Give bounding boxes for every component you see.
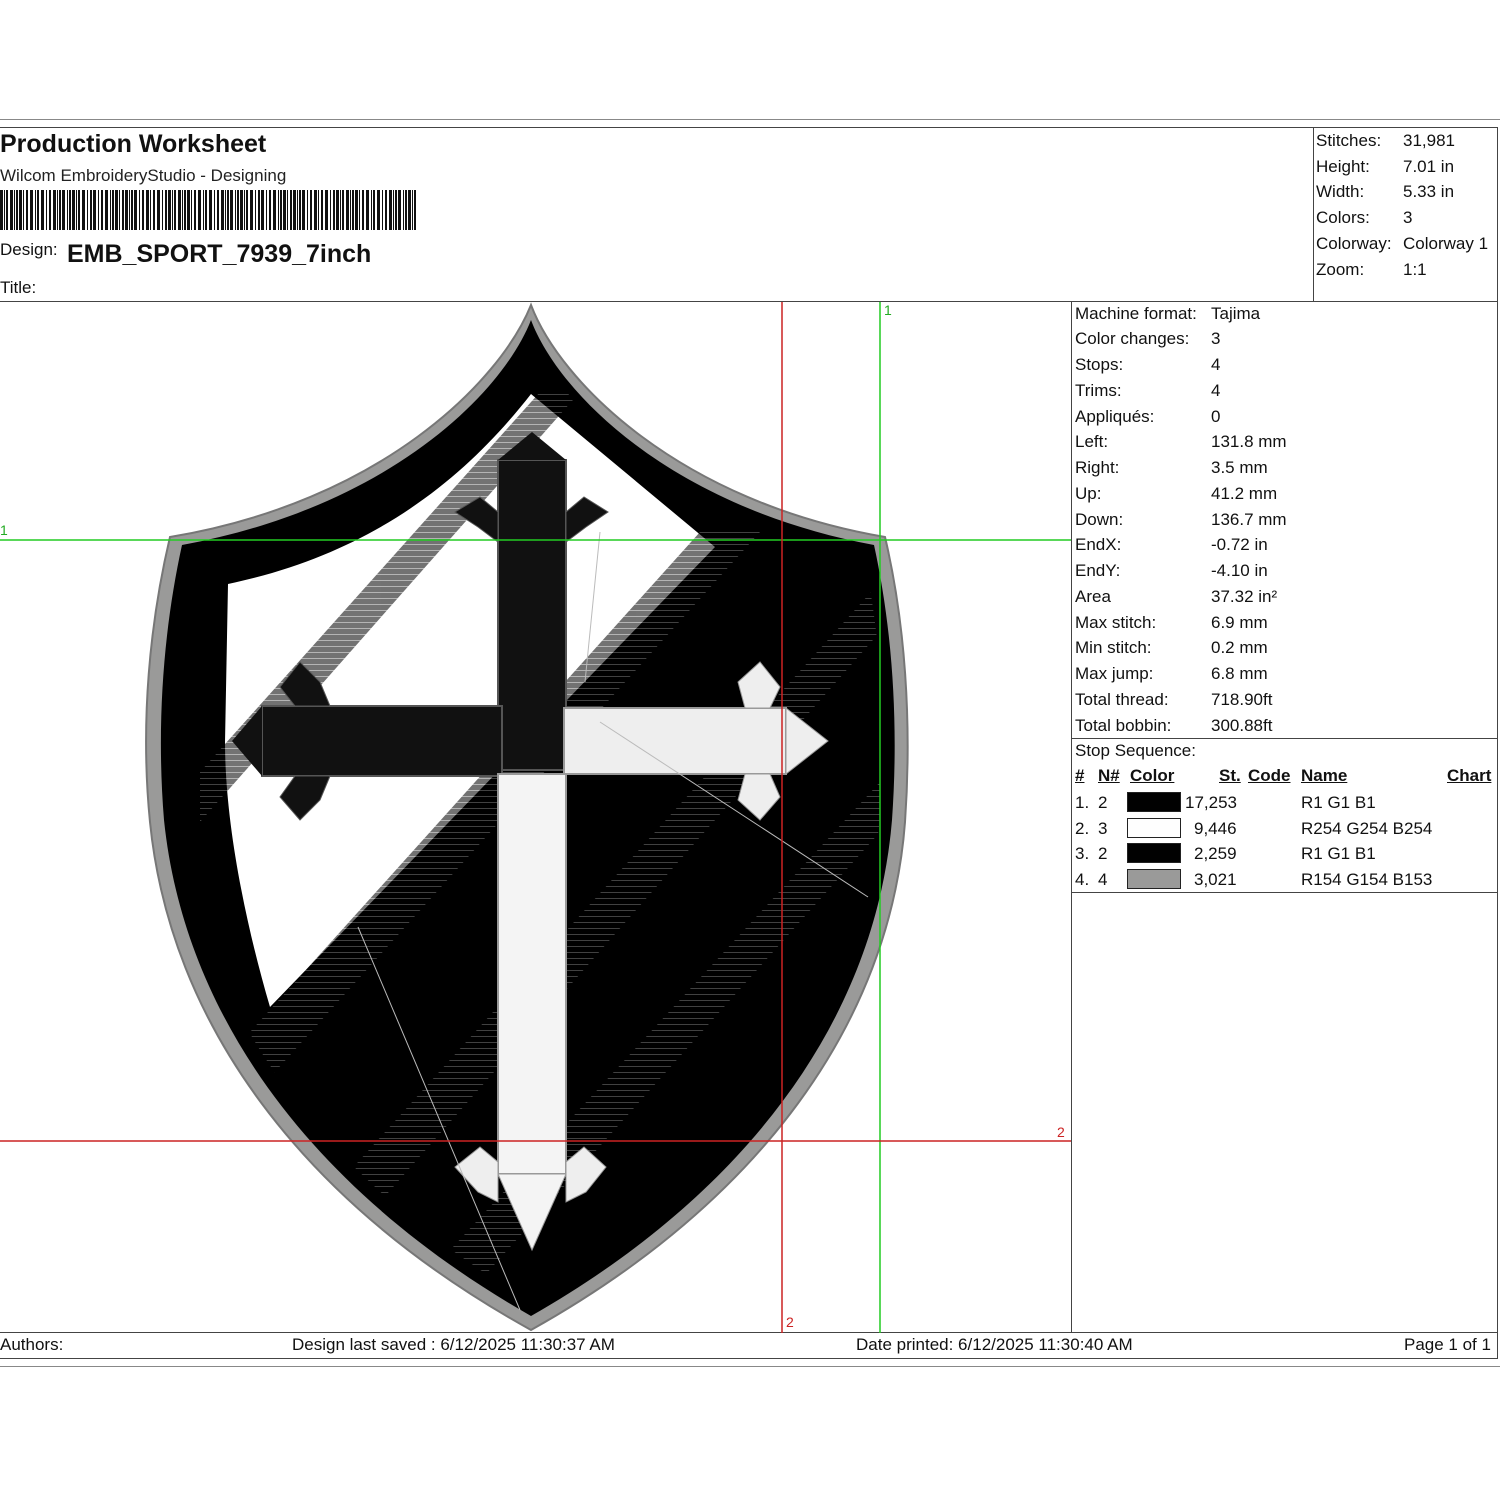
barcode-bar <box>382 190 383 230</box>
barcode-bar <box>182 190 183 230</box>
machine-value: 718.90ft <box>1211 690 1273 709</box>
barcode-bar <box>98 190 99 230</box>
barcode-bar <box>283 190 286 230</box>
barcode-bar <box>393 190 394 230</box>
barcode-bar <box>373 190 375 230</box>
row-name: R1 G1 B1 <box>1301 793 1376 812</box>
barcode-bar <box>336 190 339 230</box>
machine-label: Total thread: <box>1075 690 1169 709</box>
row-stitches: 3,021 <box>1194 870 1237 889</box>
barcode-bar <box>297 190 298 230</box>
machine-value: 41.2 mm <box>1211 484 1278 503</box>
machine-label: Min stitch: <box>1075 638 1152 657</box>
stats-divider <box>1313 127 1314 302</box>
barcode-bar <box>37 190 39 230</box>
barcode-bar <box>403 190 404 230</box>
stat-value: 5.33 in <box>1403 182 1455 201</box>
barcode-bar <box>412 190 413 230</box>
barcode-bar <box>157 190 160 230</box>
barcode-bar <box>174 190 176 230</box>
stat-label: Zoom: <box>1316 260 1365 279</box>
barcode-bar <box>62 190 65 230</box>
barcode-bar <box>214 190 215 230</box>
guide-red-h-label: 2 <box>1057 1124 1065 1140</box>
barcode-bar <box>172 190 173 230</box>
barcode-bar <box>352 190 354 230</box>
barcode-bar <box>90 190 92 230</box>
guide-green-v-label: 1 <box>884 302 892 318</box>
barcode-bar <box>23 190 24 230</box>
barcode <box>0 190 418 230</box>
stop-sequence-divider <box>1071 738 1498 739</box>
barcode-bar <box>290 190 292 230</box>
barcode-bar <box>389 190 392 230</box>
barcode-bar <box>255 190 256 230</box>
stat-value: 1:1 <box>1403 260 1427 279</box>
barcode-bar <box>225 190 226 230</box>
stat-label: Colorway: <box>1316 234 1392 253</box>
barcode-bar <box>162 190 163 230</box>
color-swatch <box>1127 843 1181 863</box>
machine-label: Max jump: <box>1075 664 1154 683</box>
machine-label: Up: <box>1075 484 1102 503</box>
col-header-code: Code <box>1248 766 1291 785</box>
machine-value: 131.8 mm <box>1211 432 1287 451</box>
barcode-bar <box>4 190 5 230</box>
right-border <box>1497 127 1498 1359</box>
title-label: Title: <box>0 278 37 297</box>
row-name: R1 G1 B1 <box>1301 844 1376 863</box>
machine-label: Area <box>1075 587 1111 606</box>
barcode-bar <box>240 190 243 230</box>
col-header-chart: Chart <box>1447 766 1492 785</box>
row-num: 1. <box>1075 793 1090 812</box>
machine-value: 37.32 in² <box>1211 587 1278 606</box>
barcode-bar <box>258 190 260 230</box>
barcode-bar <box>293 190 296 230</box>
barcode-bar <box>87 190 88 230</box>
barcode-bar <box>101 190 103 230</box>
barcode-bar <box>153 190 155 230</box>
barcode-bar <box>250 190 253 230</box>
footer-authors: Authors: <box>0 1335 64 1354</box>
row-num: 4. <box>1075 870 1090 889</box>
col-header-name: Name <box>1301 766 1348 785</box>
barcode-bar <box>342 190 344 230</box>
barcode-bar <box>321 190 323 230</box>
machine-value: 136.7 mm <box>1211 510 1287 529</box>
barcode-bar <box>230 190 233 230</box>
machine-value: 3 <box>1211 329 1221 348</box>
barcode-bar <box>129 190 130 230</box>
row-needle: 2 <box>1098 844 1108 863</box>
machine-label: Total bobbin: <box>1075 716 1172 735</box>
barcode-bar <box>280 190 282 230</box>
machine-value: 3.5 mm <box>1211 458 1268 477</box>
machine-value: 4 <box>1211 355 1221 374</box>
barcode-bar <box>359 190 360 230</box>
stat-value: 3 <box>1403 208 1413 227</box>
barcode-bar <box>244 190 245 230</box>
machine-value: 6.9 mm <box>1211 613 1268 632</box>
col-header-num: # <box>1075 766 1085 785</box>
barcode-bar <box>125 190 128 230</box>
barcode-bar <box>122 190 124 230</box>
row-stitches: 9,446 <box>1194 819 1237 838</box>
barcode-bar <box>221 190 224 230</box>
barcode-bar <box>0 190 3 230</box>
barcode-bar <box>119 190 120 230</box>
stop-sequence-title: Stop Sequence: <box>1075 741 1196 760</box>
barcode-bar <box>146 190 149 230</box>
barcode-bar <box>377 190 380 230</box>
design-label: Design: <box>0 240 58 259</box>
design-name: EMB_SPORT_7939_7inch <box>67 240 372 268</box>
barcode-bar <box>405 190 407 230</box>
row-needle: 3 <box>1098 819 1108 838</box>
machine-label: EndY: <box>1075 561 1121 580</box>
barcode-bar <box>395 190 397 230</box>
embroidery-design-preview <box>0 302 1071 1333</box>
barcode-bar <box>398 190 401 230</box>
barcode-bar <box>184 190 186 230</box>
stop-sequence-bottom <box>1071 892 1498 893</box>
barcode-bar <box>67 190 68 230</box>
barcode-bar <box>69 190 71 230</box>
machine-value: 4 <box>1211 381 1221 400</box>
barcode-bar <box>131 190 133 230</box>
footer-page-number: Page 1 of 1 <box>1404 1335 1491 1354</box>
machine-label: Color changes: <box>1075 329 1190 348</box>
barcode-bar <box>82 190 85 230</box>
barcode-bar <box>30 190 33 230</box>
machine-label: Appliqués: <box>1075 407 1155 426</box>
barcode-bar <box>307 190 308 230</box>
barcode-bar <box>362 190 364 230</box>
barcode-bar <box>19 190 22 230</box>
barcode-bar <box>246 190 248 230</box>
barcode-bar <box>110 190 111 230</box>
barcode-bar <box>217 190 219 230</box>
barcode-bar <box>35 190 36 230</box>
barcode-bar <box>287 190 288 230</box>
barcode-bar <box>142 190 144 230</box>
barcode-bar <box>194 190 196 230</box>
barcode-bar <box>49 190 51 230</box>
barcode-bar <box>72 190 75 230</box>
col-header-color: Color <box>1130 766 1175 785</box>
barcode-bar <box>57 190 58 230</box>
barcode-bar <box>205 190 207 230</box>
color-swatch <box>1127 792 1181 812</box>
barcode-bar <box>414 190 416 230</box>
barcode-bar <box>237 190 239 230</box>
color-swatch <box>1127 818 1181 838</box>
info-panel-divider <box>1071 301 1072 1333</box>
barcode-bar <box>350 190 351 230</box>
machine-label: Left: <box>1075 432 1109 451</box>
barcode-bar <box>325 190 328 230</box>
barcode-bar <box>366 190 369 230</box>
row-stitches: 17,253 <box>1185 793 1237 812</box>
row-name: R254 G254 B254 <box>1301 819 1433 838</box>
barcode-bar <box>235 190 236 230</box>
machine-value: 0 <box>1211 407 1221 426</box>
barcode-bar <box>134 190 137 230</box>
barcode-bar <box>168 190 171 230</box>
barcode-bar <box>333 190 335 230</box>
barcode-bar <box>76 190 77 230</box>
stat-label: Height: <box>1316 157 1370 176</box>
machine-value: -4.10 in <box>1211 561 1268 580</box>
barcode-bar <box>318 190 319 230</box>
barcode-bar <box>150 190 151 230</box>
barcode-bar <box>112 190 114 230</box>
barcode-bar <box>78 190 80 230</box>
barcode-bar <box>299 190 301 230</box>
barcode-bar <box>346 190 349 230</box>
barcode-bar <box>330 190 331 230</box>
barcode-bar <box>227 190 229 230</box>
barcode-bar <box>273 190 276 230</box>
machine-label: Down: <box>1075 510 1124 529</box>
bottom-rule <box>0 1358 1498 1359</box>
stat-value: Colorway 1 <box>1403 234 1489 253</box>
machine-label: Right: <box>1075 458 1120 477</box>
barcode-bar <box>59 190 61 230</box>
row-stitches: 2,259 <box>1194 844 1237 863</box>
barcode-bar <box>371 190 372 230</box>
barcode-bar <box>46 190 47 230</box>
col-header-stitches: St. <box>1219 766 1241 785</box>
machine-label: Trims: <box>1075 381 1122 400</box>
machine-label: Stops: <box>1075 355 1124 374</box>
guide-green-h-label: 1 <box>0 522 8 538</box>
row-num: 2. <box>1075 819 1090 838</box>
guide-red-v-label: 2 <box>786 1314 794 1330</box>
footer-date-printed: Date printed: 6/12/2025 11:30:40 AM <box>856 1335 1133 1354</box>
machine-label: EndX: <box>1075 535 1122 554</box>
barcode-bar <box>41 190 44 230</box>
barcode-bar <box>408 190 411 230</box>
barcode-bar <box>198 190 201 230</box>
barcode-bar <box>115 190 118 230</box>
barcode-bar <box>93 190 96 230</box>
barcode-bar <box>139 190 140 230</box>
bottom-rule-outer <box>0 1366 1500 1367</box>
footer-last-saved: Design last saved : 6/12/2025 11:30:37 AM <box>292 1335 615 1354</box>
machine-value: Tajima <box>1211 304 1261 323</box>
barcode-bar <box>302 190 305 230</box>
machine-label: Machine format: <box>1075 304 1197 323</box>
barcode-bar <box>53 190 56 230</box>
barcode-bar <box>355 190 358 230</box>
barcode-bar <box>203 190 204 230</box>
machine-value: 6.8 mm <box>1211 664 1268 683</box>
barcode-bar <box>310 190 312 230</box>
machine-value: -0.72 in <box>1211 535 1268 554</box>
barcode-bar <box>6 190 8 230</box>
top-rule-outer <box>0 119 1500 120</box>
stat-value: 7.01 in <box>1403 157 1455 176</box>
software-name: Wilcom EmbroideryStudio - Designing <box>0 166 287 185</box>
barcode-bar <box>314 190 317 230</box>
barcode-bar <box>16 190 18 230</box>
barcode-bar <box>261 190 264 230</box>
barcode-bar <box>105 190 108 230</box>
top-rule <box>0 127 1498 128</box>
machine-label: Max stitch: <box>1075 613 1157 632</box>
barcode-bar <box>26 190 28 230</box>
barcode-bar <box>178 190 181 230</box>
machine-value: 300.88ft <box>1211 716 1273 735</box>
row-needle: 2 <box>1098 793 1108 812</box>
barcode-bar <box>187 190 190 230</box>
row-needle: 4 <box>1098 870 1108 889</box>
stat-value: 31,981 <box>1403 131 1455 150</box>
machine-value: 0.2 mm <box>1211 638 1268 657</box>
barcode-bar <box>269 190 271 230</box>
barcode-bar <box>165 190 167 230</box>
barcode-bar <box>340 190 341 230</box>
row-num: 3. <box>1075 844 1090 863</box>
barcode-bar <box>278 190 279 230</box>
barcode-bar <box>191 190 192 230</box>
barcode-bar <box>266 190 267 230</box>
col-header-needle: N# <box>1098 766 1120 785</box>
row-name: R154 G154 B153 <box>1301 870 1433 889</box>
stat-label: Stitches: <box>1316 131 1382 150</box>
stat-label: Width: <box>1316 182 1365 201</box>
barcode-bar <box>14 190 15 230</box>
color-swatch <box>1127 869 1181 889</box>
barcode-bar <box>10 190 13 230</box>
barcode-bar <box>385 190 387 230</box>
barcode-bar <box>209 190 212 230</box>
stat-label: Colors: <box>1316 208 1370 227</box>
page-title: Production Worksheet <box>0 130 267 158</box>
